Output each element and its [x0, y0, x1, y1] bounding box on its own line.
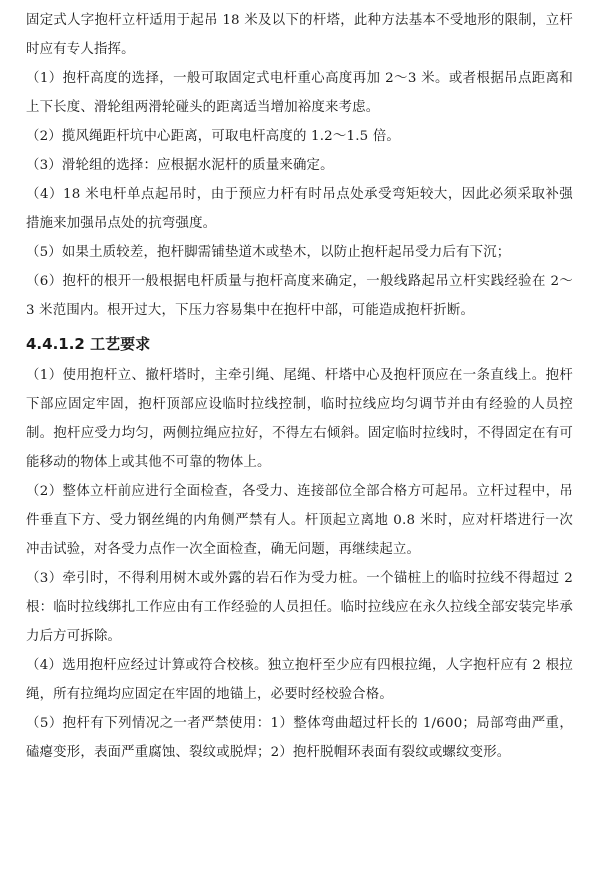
- intro-paragraph-4: （4）18 米电杆单点起吊时，由于预应力杆有时吊点处承受弯矩较大，因此必须采取补强措施来加强吊点处的抗弯强度。: [26, 187, 573, 231]
- section-paragraph-2: （3）牵引时，不得利用树木或外露的岩石作为受力桩。一个锚桩上的临时拉线不得超过 2 根：临时拉线绑扎工作应由有工作经验的人员担任。临时拉线应在永久拉线全部安装完毕承力后方可拆除。: [26, 571, 573, 644]
- intro-paragraph-3: （3）滑轮组的选择：应根据水泥杆的质量来确定。: [26, 158, 334, 173]
- section-heading: 4.4.1.2 工艺要求: [26, 335, 151, 353]
- intro-paragraph-2: （2）揽风绳距杆坑中心距离，可取电杆高度的 1.2～1.5 倍。: [26, 129, 401, 144]
- section-paragraph-4: （5）抱杆有下列情况之一者严禁使用：1）整体弯曲超过杆长的 1/600；局部弯曲严重，磕瘪变形，表面严重腐蚀、裂纹或脱焊；2）抱杆脱帽环表面有裂纹或螺纹变形。: [26, 716, 573, 760]
- section-paragraph-3: （4）选用抱杆应经过计算或符合校核。独立抱杆至少应有四根拉绳，人字抱杆应有 2 根拉绳，所有拉绳均应固定在牢固的地锚上，必要时经校验合格。: [26, 658, 573, 702]
- intro-paragraph-0: 固定式人字抱杆立杆适用于起吊 18 米及以下的杆塔，此种方法基本不受地形的限制，立杆时应有专人指挥。: [26, 13, 573, 57]
- section-paragraph-1: （2）整体立杆前应进行全面检查，各受力、连接部位全部合格方可起吊。立杆过程中，吊件垂直下方、受力钢丝绳的内角侧严禁有人。杆顶起立离地 0.8 米时，应对杆塔进行一次冲击试验，对各受力点作一次全面检查，确无问题，再继续起立。: [26, 484, 573, 557]
- intro-paragraph-6: （6）抱杆的根开一般根据电杆质量与抱杆高度来确定，一般线路起吊立杆实践经验在 2～3 米范围内。根开过大，下压力容易集中在抱杆中部，可能造成抱杆折断。: [26, 274, 573, 318]
- intro-paragraph-1: （1）抱杆高度的选择，一般可取固定式电杆重心高度再加 2～3 米。或者根据吊点距离和上下长度、滑轮组两滑轮碰头的距离适当增加裕度来考虑。: [26, 71, 573, 115]
- section-paragraph-0: （1）使用抱杆立、撤杆塔时，主牵引绳、尾绳、杆塔中心及抱杆顶应在一条直线上。抱杆下部应固定牢固，抱杆顶部应设临时拉线控制，临时拉线应均匀调节并由有经验的人员控制。抱杆应受力均匀，两侧拉绳应拉好，不得左右倾斜。固定临时拉线时，不得固定在有可能移动的物体上或其他不可靠的物体上。: [26, 368, 573, 470]
- intro-paragraph-5: （5）如果土质较差，抱杆脚需铺垫道木或垫木，以防止抱杆起吊受力后有下沉；: [26, 245, 511, 260]
